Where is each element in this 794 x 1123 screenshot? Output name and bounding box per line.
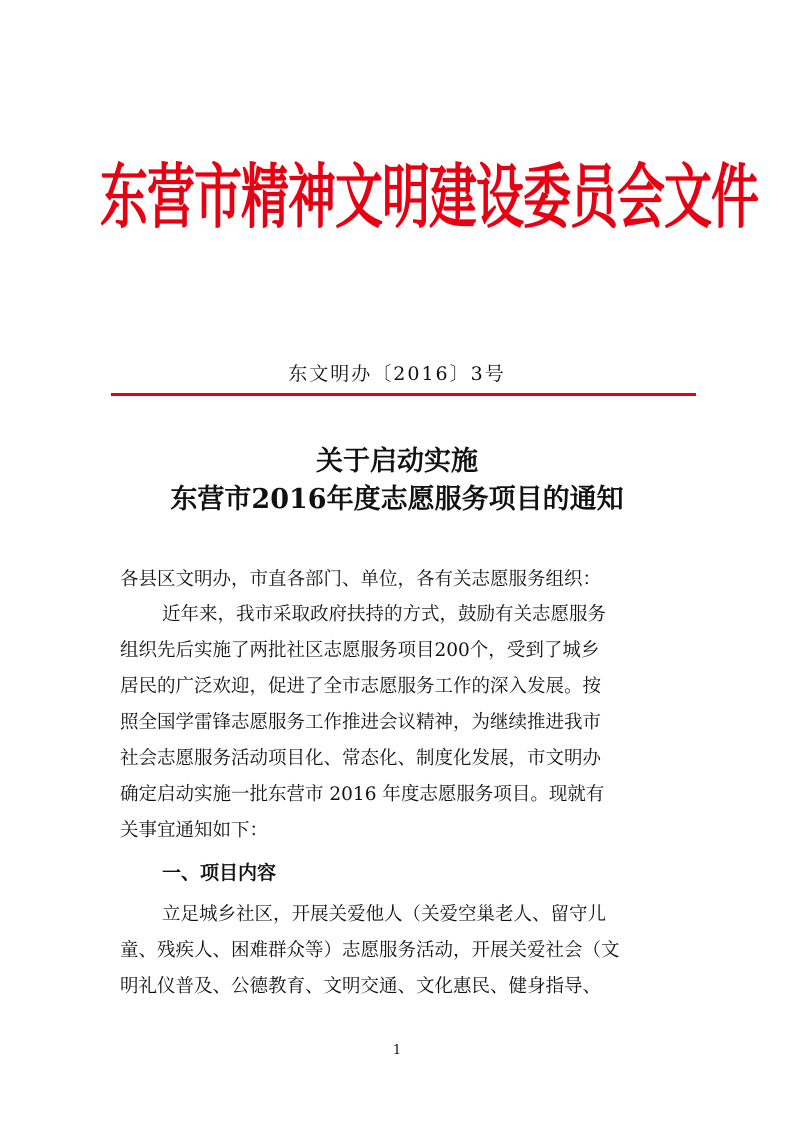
page-number: 1 [392, 1043, 402, 1058]
paragraph-line: 组织先后实施了两批社区志愿服务项目200个，受到了城乡 [120, 640, 600, 661]
masthead-text: 东营市精神文明建设委员会文件 [100, 157, 759, 239]
document-number: 东文明办〔2016〕3号 [288, 363, 506, 385]
salutation: 各县区文明办，市直各部门、单位，各有关志愿服务组织： [120, 569, 602, 590]
paragraph-project-content [120, 897, 688, 1005]
paragraph-intro [120, 597, 688, 849]
paragraph-line: 童、残疾人、困难群众等）志愿服务活动，开展关爱社会（文 [120, 940, 620, 961]
paragraph-line: 居民的广泛欢迎，促进了全市志愿服务工作的深入发展。按 [120, 676, 602, 697]
masthead-title [100, 157, 759, 239]
paragraph-line: 关事宜通知如下： [120, 820, 269, 841]
notice-title-line-1: 关于启动实施 [316, 446, 478, 477]
paragraph-line: 近年来，我市采取政府扶持的方式，鼓励有关志愿服务 [162, 604, 607, 625]
paragraph-line: 确定启动实施一批东营市 2016 年度志愿服务项目。现就有 [120, 784, 605, 805]
paragraph-line: 社会志愿服务活动项目化、常态化、制度化发展，市文明办 [120, 748, 602, 769]
paragraph-line: 明礼仪普及、公德教育、文明交通、文化惠民、健身指导、 [120, 976, 602, 997]
notice-title-line-2: 东营市2016年度志愿服务项目的通知 [170, 484, 624, 515]
paragraph-line: 立足城乡社区，开展关爱他人（关爱空巢老人、留守儿 [162, 904, 607, 925]
paragraph-line: 照全国学雷锋志愿服务工作推进会议精神，为继续推进我市 [120, 712, 602, 733]
section-heading-project-content: 一、项目内容 [162, 862, 277, 884]
red-separator-line [111, 393, 696, 396]
